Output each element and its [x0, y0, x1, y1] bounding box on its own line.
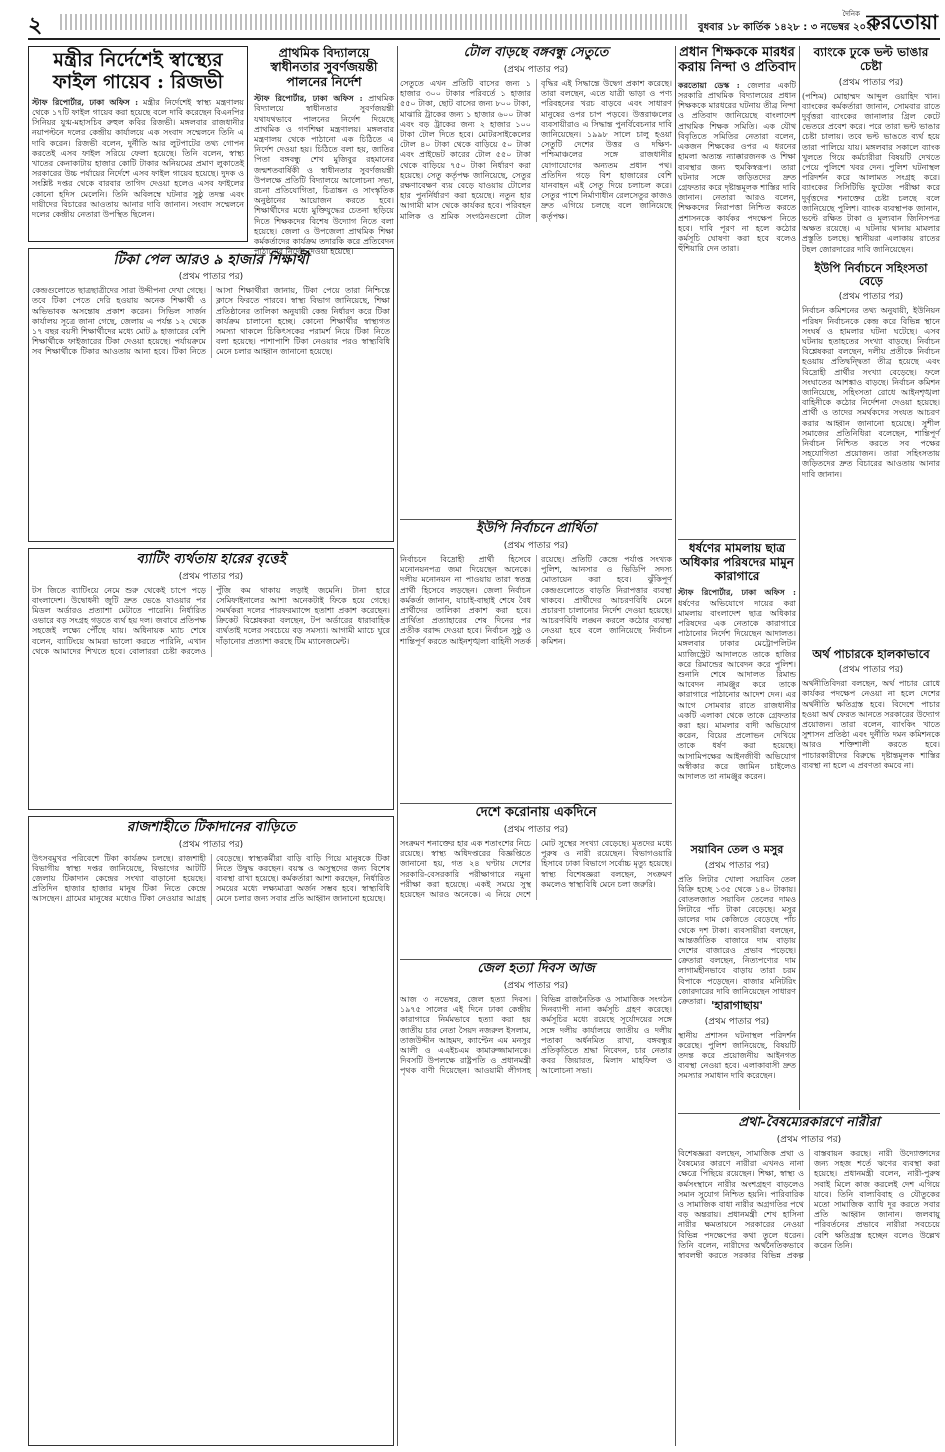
article-body: টস জিতে ব্যাটিংয়ে নেমে শুরু থেকেই চাপে পড়ে বাংলাদেশ। উদ্বোধনী জুটি দ্রুত ভেঙে যাওয়ার পর মিডল অর্ডারও প্রত্যাশা মেটাতে পারেনি। নির্ধারিত ওভারে বড় সংগ্রহ গড়তে ব্যর্থ হয় দল। জবাবে প্রতিপক্ষ সহজেই লক্ষ্যে পৌঁছে যায়। অধিনায়ক ম্যাচ শেষে বলেন, ব্যাটিংয়ে আমরা ভালো করতে পারিনি, এখান থেকে আমাদের শিখতে হবে। বোলাররা চেষ্টা করলেও পুঁজি কম থাকায় লড়াই জমেনি। টানা হারে সেমিফাইনালের আশা অনেকটাই ফিকে হয়ে গেছে। সমর্থকরা দলের পারফরম্যান্সে হতাশা প্রকাশ করেছেন। ক্রিকেট বিশ্লেষকরা বলছেন, টপ অর্ডারের ধারাবাহিক ব্যর্থতাই দলের সবচেয়ে বড় সমস্যা। আগামী ম্যাচে ঘুরে দাঁড়ানোর প্রত্যাশা করছে টিম ম্যানেজমেন্ট।	[32, 585, 390, 656]
headline: রাজশাহীতে টিকাদানের বাড়িতে	[126, 819, 296, 835]
continued-label: (প্রথম পাতার পর)	[178, 571, 244, 582]
headline: প্রথা-বৈষম্যেরকারণে নারীরা	[738, 1115, 880, 1130]
article-head-teacher	[678, 46, 796, 536]
headline: প্রাথমিক বিদ্যালয়ে স্বাধীনতার সুবর্ণজয়ন্তী পালনের নির্দেশ	[270, 45, 378, 89]
article-corona	[400, 806, 672, 956]
article-rizvi	[28, 46, 248, 242]
byline: স্টাফ রিপোর্টার, ঢাকা অফিস :	[32, 96, 139, 107]
article-jail-killing	[400, 962, 672, 1200]
article-cricket	[28, 548, 394, 810]
headline: 'হারাগাছায়'	[711, 999, 763, 1012]
article-body: অর্থনীতিবিদরা বলছেন, অর্থ পাচার রোধে কার্যকর পদক্ষেপ নেওয়া না হলে দেশের অর্থনীতি ক্ষতিগ্রস্ত হবে। বিদেশে পাচার হওয়া অর্থ ফেরত আনতে সরকারের উদ্যোগ প্রয়োজন। তারা বলেন, ব্যাংকিং খাতে সুশাসন প্রতিষ্ঠা এবং দুর্নীতি দমন কমিশনকে আরও শক্তিশালী করতে হবে। পাচারকারীদের বিরুদ্ধে দৃষ্টান্তমূলক শাস্তির ব্যবস্থা না হলে এ প্রবণতা কমবে না।	[802, 679, 940, 770]
headline: অর্থ পাচারকে হালকাভাবে	[812, 647, 930, 661]
section-rule	[400, 803, 672, 804]
headline: জেল হত্যা দিবস আজ	[477, 961, 595, 976]
article-women	[678, 1116, 940, 1446]
continued-label: (প্রথম পাতার পর)	[838, 77, 904, 88]
article-body: নির্বাচন কমিশনের তথ্য অনুযায়ী, ইউনিয়ন পরিষদ নির্বাচনকে কেন্দ্র করে বিভিন্ন স্থানে সংঘর্ষ ও হামলার ঘটনা ঘটেছে। এসব ঘটনায় হতাহতের সংখ্যা বাড়ছে। নির্বাচন বিশ্লেষকরা বলছেন, দলীয় প্রতীকে নির্বাচন হওয়ায় প্রতিদ্বন্দ্বিতা তীব্র হয়েছে এবং বিদ্রোহী প্রার্থীর সংখ্যা বেড়েছে। ফলে সংঘাতের আশঙ্কাও বাড়ছে। নির্বাচন কমিশন জানিয়েছে, সহিংসতা রোধে আইনশৃঙ্খলা বাহিনীকে কঠোর নির্দেশনা দেওয়া হয়েছে। প্রার্থী ও তাদের সমর্থকদের সংযত আচরণ করার আহ্বান জানানো হয়েছে। সুশীল সমাজের প্রতিনিধিরা বলেছেন, শান্তিপূর্ণ নির্বাচন নিশ্চিত করতে সব পক্ষের সহযোগিতা প্রয়োজন। তারা সহিংসতায় জড়িতদের দ্রুত বিচারের আওতায় আনার দাবি জানান।	[802, 306, 940, 479]
headline: টিকা পেল আরও ৯ হাজার শিক্ষার্থী	[113, 252, 309, 268]
article-body: নির্বাচনে বিদ্রোহী প্রার্থী হিসেবে মনোনয়নপত্র জমা দিয়েছেন অনেকে। দলীয় মনোনয়ন না পাওয়ায় তারা স্বতন্ত্র প্রার্থী হিসেবে লড়ছেন। জেলা নির্বাচন কর্মকর্তা জানান, যাচাই-বাছাই শেষে বৈধ প্রার্থীদের তালিকা প্রকাশ করা হবে। প্রার্থিতা প্রত্যাহারের শেষ দিনের পর প্রতীক বরাদ্দ দেওয়া হবে। নির্বাচন সুষ্ঠু ও শান্তিপূর্ণ করতে আইনশৃঙ্খলা বাহিনী সতর্ক রয়েছে। প্রতিটি কেন্দ্রে পর্যাপ্ত সংখ্যক পুলিশ, আনসার ও ভিডিপি সদস্য মোতায়েন করা হবে। ঝুঁকিপূর্ণ কেন্দ্রগুলোতে বাড়তি নিরাপত্তার ব্যবস্থা থাকবে। প্রার্থীদের আচরণবিধি মেনে প্রচারণা চালানোর নির্দেশ দেওয়া হয়েছে। আচরণবিধি লঙ্ঘন করলে কঠোর ব্যবস্থা নেওয়া হবে বলে জানিয়েছে নির্বাচন কমিশন।	[400, 554, 672, 646]
article-money-laundering	[802, 648, 940, 888]
article-body: সংক্রমণ শনাক্তের হার এক শতাংশের নিচে রয়েছে। স্বাস্থ্য অধিদপ্তরের বিজ্ঞপ্তিতে জানানো হয়, গত ২৪ ঘণ্টায় দেশের সরকারি-বেসরকারি পরীক্ষাগারে নমুনা পরীক্ষা করা হয়েছে। একই সময়ে সুস্থ হয়েছেন আরও অনেকে। এ নিয়ে দেশে মোট সুস্থের সংখ্যা বেড়েছে। মৃতদের মধ্যে পুরুষ ও নারী রয়েছেন। বিভাগওয়ারি হিসাবে ঢাকা বিভাগে সর্বোচ্চ মৃত্যু হয়েছে। স্বাস্থ্য বিশেষজ্ঞরা বলছেন, সংক্রমণ কমলেও স্বাস্থ্যবিধি মেনে চলা জরুরি।	[400, 838, 672, 899]
continued-label: (প্রথম পাতার পর)	[503, 824, 569, 835]
headline: ব্যাটিং ব্যর্থতায় হারের বৃত্তেই	[136, 551, 286, 567]
column-rule	[675, 46, 676, 1446]
article-up-candidacy	[400, 522, 672, 800]
article-body: আজ ৩ নভেম্বর, জেল হত্যা দিবস। ১৯৭৫ সালের এই দিনে ঢাকা কেন্দ্রীয় কারাগারে নির্মমভাবে হত্যা করা হয় জাতীয় চার নেতা সৈয়দ নজরুল ইসলাম, তাজউদ্দীন আহমদ, ক্যাপ্টেন এম মনসুর আলী ও এএইচএম কামারুজ্জামানকে। দিবসটি উপলক্ষে রাষ্ট্রপতি ও প্রধানমন্ত্রী পৃথক বাণী দিয়েছেন। আওয়ামী লীগসহ বিভিন্ন রাজনৈতিক ও সামাজিক সংগঠন দিনব্যাপী নানা কর্মসূচি গ্রহণ করেছে। কর্মসূচির মধ্যে রয়েছে সূর্যোদয়ের সঙ্গে সঙ্গে দলীয় কার্যালয়ে জাতীয় ও দলীয় পতাকা অর্ধনমিত রাখা, বঙ্গবন্ধুর প্রতিকৃতিতে শ্রদ্ধা নিবেদন, চার নেতার কবর জিয়ারত, মিলাদ মাহফিল ও আলোচনা সভা।	[400, 994, 672, 1076]
article-vaccine-students	[28, 248, 394, 542]
headline: টোল বাড়ছে বঙ্গবন্ধু সেতুতে	[463, 45, 609, 60]
page-number: ২	[28, 12, 43, 38]
logo-prefix: দৈনিক	[842, 10, 860, 18]
article-body: প্রাথমিক বিদ্যালয়ে স্বাধীনতার সুবর্ণজয়ন্তী যথাযথভাবে পালনের নির্দেশ দিয়েছে প্রাথমিক ও গণশিক্ষা মন্ত্রণালয়। মঙ্গলবার মন্ত্রণালয় থেকে পাঠানো এক চিঠিতে এ নির্দেশ দেওয়া হয়। চিঠিতে বলা হয়, জাতির পিতা বঙ্গবন্ধু শেখ মুজিবুর রহমানের জন্মশতবার্ষিকী ও স্বাধীনতার সুবর্ণজয়ন্তী উপলক্ষে প্রতিটি বিদ্যালয়ে আলোচনা সভা, রচনা প্রতিযোগিতা, চিত্রাঙ্কন ও সাংস্কৃতিক অনুষ্ঠানের আয়োজন করতে হবে। শিক্ষার্থীদের মধ্যে মুক্তিযুদ্ধের চেতনা ছড়িয়ে দিতে শিক্ষকদের বিশেষ উদ্যোগ নিতে বলা হয়েছে। জেলা ও উপজেলা প্রাথমিক শিক্ষা কর্মকর্তাদের কার্যক্রম তদারকি করে প্রতিবেদন পাঠানোর নির্দেশ দেওয়া হয়েছে।	[254, 94, 394, 257]
article-body: উৎসবমুখর পরিবেশে টিকা কার্যক্রম চলছে। রাজশাহী বিভাগীয় স্বাস্থ্য দপ্তর জানিয়েছে, বিভাগের আটটি জেলায় টিকাদান কেন্দ্রের সংখ্যা বাড়ানো হয়েছে। প্রতিদিন হাজার হাজার মানুষ টিকা নিতে কেন্দ্রে আসছেন। গ্রামের মানুষের মধ্যেও টিকা নেওয়ার আগ্রহ বেড়েছে। স্বাস্থ্যকর্মীরা বাড়ি বাড়ি গিয়ে মানুষকে টিকা নিতে উদ্বুদ্ধ করছেন। বয়স্ক ও অসুস্থদের জন্য বিশেষ ব্যবস্থা রাখা হয়েছে। কর্মকর্তারা আশা করছেন, নির্ধারিত সময়ের মধ্যে লক্ষ্যমাত্রা অর্জন সম্ভব হবে। স্বাস্থ্যবিধি মেনে চলার জন্য সবার প্রতি আহ্বান জানানো হয়েছে।	[32, 853, 390, 904]
continued-label: (প্রথম পাতার পর)	[704, 1016, 770, 1027]
continued-label: (প্রথম পাতার পর)	[503, 64, 569, 75]
continued-label: (প্রথম পাতার পর)	[178, 272, 244, 283]
article-rajshahi	[28, 816, 394, 1446]
article-body: মন্ত্রীর নির্দেশেই স্বাস্থ্য মন্ত্রণালয় থেকে ১৭টি ফাইল গায়েব করা হয়েছে বলে দাবি করেছেন বিএনপির সিনিয়র যুগ্ম-মহাসচিব রুহুল কবির রিজভী। মঙ্গলবার রাজধানীর নয়াপল্টনে দলের কেন্দ্রীয় কার্যালয়ে এক সংবাদ সম্মেলনে তিনি এ দাবি করেন। রিজভী বলেন, দুর্নীতি আর লুটপাটের তথ্য গোপন করতেই এসব ফাইল সরিয়ে ফেলা হয়েছে। তিনি বলেন, স্বাস্থ্য খাতের কেনাকাটায় হাজার কোটি টাকার অনিয়মের প্রমাণ লুকাতেই সরকারের উচ্চ পর্যায়ের নির্দেশে এসব ফাইল গায়েব হয়েছে। দুদক ও সংশ্লিষ্ট দপ্তর থেকে বারবার তাগিদ দেওয়া হলেও এসব ফাইলের কোনো হদিস মেলেনি। তিনি অবিলম্বে ঘটনার সুষ্ঠু তদন্ত এবং দায়ীদের বিচারের আওতায় আনার দাবি জানান। সংবাদ সম্মেলনে দলের কেন্দ্রীয় নেতারা উপস্থিত ছিলেন।	[32, 97, 244, 219]
headline: ধর্ষণের মামলায় ছাত্র অধিকার পরিষদের মামুন কারাগারে	[680, 541, 794, 583]
article-body: প্রতি লিটার খোলা সয়াবিন তেল বিক্রি হচ্ছে ১৩৫ থেকে ১৪০ টাকায়। বোতলজাত সয়াবিন তেলের দামও লিটারে পাঁচ টাকা বেড়েছে। মসুর ডালের দাম কেজিতে বেড়েছে পাঁচ থেকে দশ টাকা। ব্যবসায়ীরা বলছেন, আন্তর্জাতিক বাজারে দাম বাড়ায় দেশের বাজারেও প্রভাব পড়েছে। ক্রেতারা বলছেন, নিত্যপণ্যের দাম লাগামহীনভাবে বাড়ায় তারা চরম বিপাকে পড়েছেন। বাজার মনিটরিং জোরদারের দাবি জানিয়েছেন সাধারণ ক্রেতারা।	[678, 874, 796, 1007]
headline: দেশে করোনায় একদিনে	[475, 805, 597, 820]
section-rule	[400, 519, 672, 520]
headline: ইউপি নির্বাচনে প্রার্থিতা	[475, 521, 597, 536]
article-bridge-toll	[400, 46, 672, 516]
article-body: জেলার একটি সরকারি প্রাথমিক বিদ্যালয়ের প্রধান শিক্ষককে মারধরের ঘটনায় তীব্র নিন্দা ও প্রতিবাদ জানিয়েছে বাংলাদেশ প্রাথমিক শিক্ষক সমিতি। এক যৌথ বিবৃতিতে সমিতির নেতারা বলেন, একজন শিক্ষকের ওপর এ ধরনের হামলা অত্যন্ত ন্যাক্কারজনক ও শিক্ষা ব্যবস্থার জন্য হুমকিস্বরূপ। তারা ঘটনার সঙ্গে জড়িতদের দ্রুত গ্রেফতার করে দৃষ্টান্তমূলক শাস্তির দাবি জানান। নেতারা আরও বলেন, শিক্ষকদের নিরাপত্তা নিশ্চিত করতে প্রশাসনকে কার্যকর পদক্ষেপ নিতে হবে। দাবি পূরণ না হলে কঠোর কর্মসূচি ঘোষণা করা হবে বলেও হুঁশিয়ারি দেন তারা।	[678, 80, 796, 254]
headline: সয়াবিন তেল ও মসুর	[690, 843, 784, 856]
continued-label: (প্রথম পাতার পর)	[503, 980, 569, 991]
masthead-ornament	[60, 14, 690, 30]
continued-label: (প্রথম পাতার পর)	[704, 860, 770, 871]
continued-label: (প্রথম পাতার পর)	[776, 1134, 842, 1145]
continued-label: (প্রথম পাতার পর)	[838, 665, 904, 676]
newspaper-logo: করতোয়া	[866, 10, 938, 34]
article-body: (পশ্চিম) মোহাম্মদ আব্দুল ওয়াহিদ খান। ব্যাংকের কর্মকর্তারা জানান, সোমবার রাতে দুর্বৃত্তরা ব্যাংকের জানালার গ্রিল কেটে ভেতরে প্রবেশ করে। পরে তারা ভল্ট ভাঙার চেষ্টা চালায়। তবে ভল্ট ভাঙতে ব্যর্থ হয়ে তারা পালিয়ে যায়। মঙ্গলবার সকালে ব্যাংক খুলতে গিয়ে কর্মচারীরা বিষয়টি দেখতে পেয়ে পুলিশে খবর দেন। পুলিশ ঘটনাস্থল পরিদর্শন করে আলামত সংগ্রহ করে। ব্যাংকের সিসিটিভি ফুটেজ পরীক্ষা করে দুর্বৃত্তদের শনাক্তের চেষ্টা চলছে বলে জানিয়েছে পুলিশ। ব্যাংক ব্যবস্থাপক জানান, ভল্টে রক্ষিত টাকা ও মূল্যবান জিনিসপত্র অক্ষত রয়েছে। এ ঘটনায় থানায় মামলার প্রস্তুতি চলছে। স্থানীয়রা এলাকায় রাতের টহল জোরদারের দাবি জানিয়েছেন।	[802, 91, 940, 254]
headline: প্রধান শিক্ষককে মারধর করায় নিন্দা ও প্রতিবাদ	[678, 45, 796, 75]
article-body: বিশেষজ্ঞরা বলছেন, সামাজিক প্রথা ও বৈষম্যের কারণে নারীরা এখনও নানা ক্ষেত্রে পিছিয়ে রয়েছেন। শিক্ষা, স্বাস্থ্য ও কর্মসংস্থানে নারীর অংশগ্রহণ বাড়লেও সমান সুযোগ নিশ্চিত হয়নি। পারিবারিক ও সামাজিক বাধা নারীর অগ্রগতির পথে বড় অন্তরায়। প্রধানমন্ত্রী শেখ হাসিনা নারীর ক্ষমতায়নে সরকারের নেওয়া বিভিন্ন পদক্ষেপের কথা তুলে ধরেন। তিনি বলেন, নারীদের অর্থনৈতিকভাবে স্বাবলম্বী করতে সরকার বিভিন্ন প্রকল্প বাস্তবায়ন করছে। নারী উদ্যোক্তাদের জন্য সহজ শর্তে ঋণের ব্যবস্থা করা হয়েছে। প্রধানমন্ত্রী বলেন, নারী-পুরুষ সবাই মিলে কাজ করলেই দেশ এগিয়ে যাবে। তিনি বাল্যবিবাহ ও যৌতুকের মতো সামাজিক ব্যাধি দূর করতে সবার প্রতি আহ্বান জানান। জলবায়ু পরিবর্তনের প্রভাবে নারীরা সবচেয়ে বেশি ক্ষতিগ্রস্ত হচ্ছেন বলেও উল্লেখ করেন তিনি।	[678, 1148, 940, 1260]
section-rule	[678, 539, 796, 540]
section-rule	[678, 1113, 940, 1114]
masthead	[28, 8, 940, 40]
column-rule	[799, 46, 800, 1110]
section-rule	[400, 959, 672, 960]
issue-date: বুধবার ১৮ কার্তিক ১৪২৮ : ৩ নভেম্বর ২০২১	[698, 22, 880, 33]
byline: স্টাফ রিপোর্টার, ঢাকা অফিস :	[678, 587, 796, 598]
article-bank-vault	[802, 46, 940, 256]
headline: মন্ত্রীর নির্দেশেই স্বাস্থ্যের ফাইল গায়েব : রিজভী	[52, 49, 224, 93]
continued-label: (প্রথম পাতার পর)	[503, 540, 569, 551]
byline: স্টাফ রিপোর্টার, ঢাকা অফিস :	[254, 93, 363, 104]
article-haragacha	[678, 1000, 796, 1110]
headline: ব্যাংকে ঢুকে ভল্ট ভাঙার চেষ্টা	[813, 45, 929, 73]
byline: করতোয়া ডেস্ক :	[678, 79, 740, 90]
article-body: স্থানীয় প্রশাসন ঘটনাস্থল পরিদর্শন করেছে। পুলিশ জানিয়েছে, বিষয়টি তদন্ত করে প্রয়োজনীয় আইনগত ব্যবস্থা নেওয়া হবে। এলাকাবাসী দ্রুত সমস্যার সমাধান দাবি করেছেন।	[678, 1030, 796, 1081]
article-body: ধর্ষণের অভিযোগে দায়ের করা মামলায় বাংলাদেশ ছাত্র অধিকার পরিষদের এক নেতাকে কারাগারে পাঠানোর নির্দেশ দিয়েছেন আদালত। মঙ্গলবার ঢাকার মেট্রোপলিটন ম্যাজিস্ট্রেট আদালতে তাকে হাজির করে রিমান্ডের আবেদন করে পুলিশ। শুনানি শেষে আদালত রিমান্ড আবেদন নামঞ্জুর করে তাকে কারাগারে পাঠানোর আদেশ দেন। এর আগে সোমবার রাতে রাজধানীর একটি এলাকা থেকে তাকে গ্রেফতার করা হয়। মামলার বাদী অভিযোগ করেন, বিয়ের প্রলোভন দেখিয়ে তাকে ধর্ষণ করা হয়েছে। আসামিপক্ষের আইনজীবী অভিযোগ অস্বীকার করে জামিন চাইলেও আদালত তা নামঞ্জুর করেন।	[678, 598, 796, 782]
article-body: কেন্দ্রগুলোতে ছাত্রছাত্রীদের সারা উদ্দীপনা দেখা গেছে। তবে টিকা পেতে দেরি হওয়ায় অনেক শিক্ষার্থী ও অভিভাবক অসন্তোষ প্রকাশ করেন। সিভিল সার্জন কার্যালয় সূত্রে জানা গেছে, জেলায় এ পর্যন্ত ১২ থেকে ১৭ বছর বয়সী শিক্ষার্থীদের মধ্যে মোট ৯ হাজারের বেশি শিক্ষার্থীকে ফাইজারের টিকা দেওয়া হয়েছে। পর্যায়ক্রমে সব শিক্ষার্থীকে টিকার আওতায় আনা হবে। টিকা নিতে আসা শিক্ষার্থীরা জানায়, টিকা পেয়ে তারা নিশ্চিন্তে ক্লাসে ফিরতে পারবে। স্বাস্থ্য বিভাগ জানিয়েছে, শিক্ষা প্রতিষ্ঠানের তালিকা অনুযায়ী কেন্দ্র নির্ধারণ করে টিকা কার্যক্রম চালানো হচ্ছে। কোনো শিক্ষার্থীর স্বাস্থ্যগত সমস্যা থাকলে চিকিৎসকের পরামর্শ নিয়ে টিকা নিতে বলা হয়েছে। পাশাপাশি টিকা নেওয়ার পরও স্বাস্থ্যবিধি মেনে চলার আহ্বান জানানো হয়েছে।	[32, 286, 390, 357]
article-up-violence	[802, 262, 940, 642]
continued-label: (প্রথম পাতার পর)	[178, 839, 244, 850]
continued-label: (প্রথম পাতার পর)	[838, 292, 904, 303]
column-rule	[397, 46, 398, 1446]
headline: ইউপি নির্বাচনে সহিংসতা বেড়ে	[814, 261, 928, 289]
article-student-leader	[678, 542, 796, 838]
article-body: সেতুতে এখন প্রতিটি বাসের জন্য ১ হাজার ৩০০ টাকার পরিবর্তে ১ হাজার ৫৫০ টাকা, ছোট বাসের জন্য ৮০০ টাকা, মাঝারি ট্রাকের জন্য ১ হাজার ৬০০ টাকা এবং বড় ট্রাকের জন্য ২ হাজার ১০০ টাকা টোল দিতে হবে। মোটরসাইকেলের টোল ৪০ টাকা থেকে বাড়িয়ে ৫০ টাকা এবং প্রাইভেট কারের টোল ৫৫০ টাকা থেকে বাড়িয়ে ৭৫০ টাকা নির্ধারণ করা হয়েছে। সেতু কর্তৃপক্ষ জানিয়েছে, সেতুর রক্ষণাবেক্ষণ ব্যয় বেড়ে যাওয়ায় টোলের হার পুনর্নির্ধারণ করা হয়েছে। নতুন হার আগামী মাস থেকে কার্যকর হবে। পরিবহন মালিক ও শ্রমিক সংগঠনগুলো টোল বৃদ্ধির এই সিদ্ধান্তে উদ্বেগ প্রকাশ করেছে। তারা বলছেন, এতে যাত্রী ভাড়া ও পণ্য পরিবহনের খরচ বাড়বে এবং সাধারণ মানুষের ওপর চাপ পড়বে। উত্তরাঞ্চলের ব্যবসায়ীরাও এ সিদ্ধান্ত পুনর্বিবেচনার দাবি জানিয়েছেন। ১৯৯৮ সালে চালু হওয়া সেতুটি দেশের উত্তর ও দক্ষিণ-পশ্চিমাঞ্চলের সঙ্গে রাজধানীর যোগাযোগের অন্যতম প্রধান পথ। প্রতিদিন গড়ে বিশ হাজারের বেশি যানবাহন এই সেতু দিয়ে চলাচল করে। সেতুর পাশে নির্মাণাধীন রেলসেতুর কাজও দ্রুত এগিয়ে চলছে বলে জানিয়েছে কর্তৃপক্ষ।	[400, 78, 672, 221]
